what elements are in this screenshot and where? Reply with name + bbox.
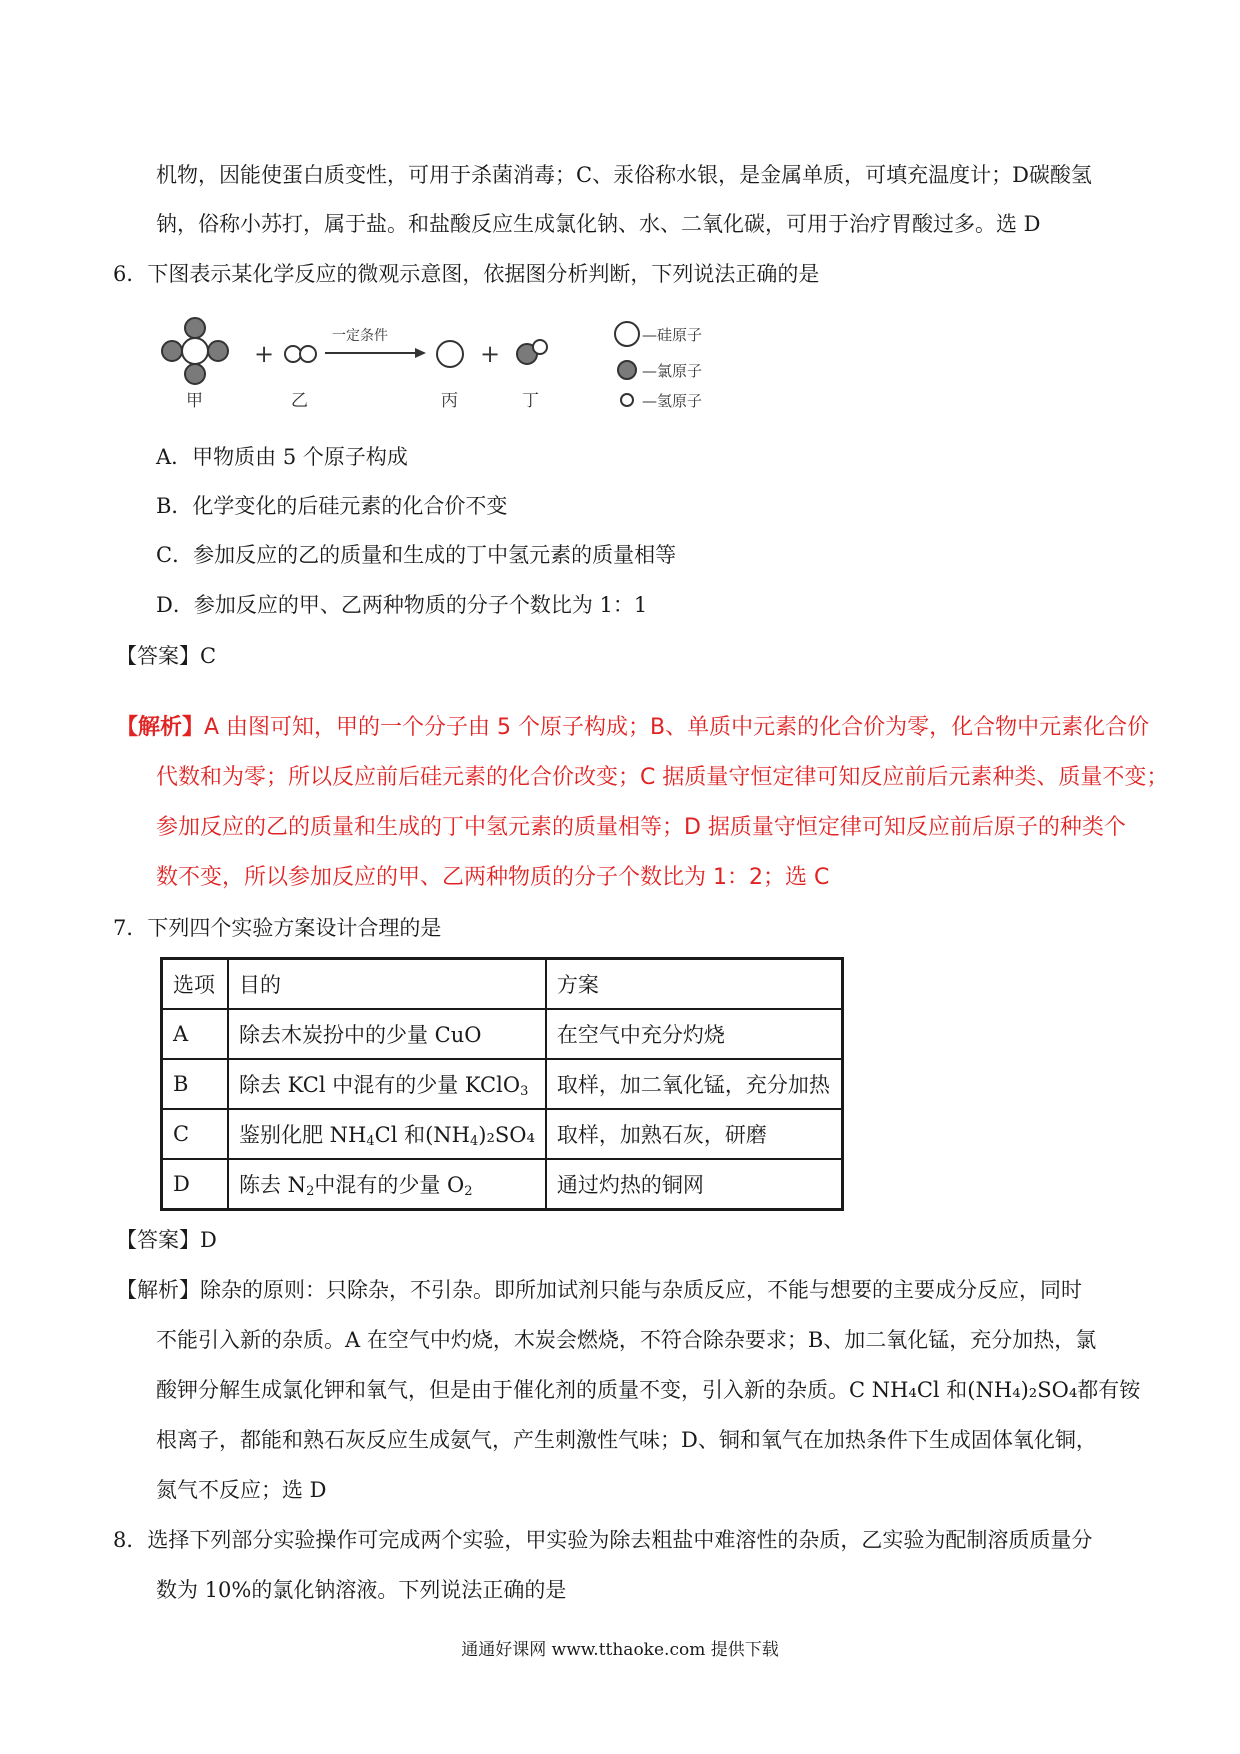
question-8-line-1: 8．选择下列部分实验操作可完成两个实验，甲实验为除去粗盐中难溶性的杂质，乙实验为配制溶质质量分 — [113, 1528, 1093, 1552]
hydrogen-atom-1 — [285, 346, 301, 362]
goal-text-2: 中混有的少量 O — [314, 1173, 465, 1197]
row-option: C — [162, 1109, 229, 1159]
hydrogen-atom-product — [533, 340, 547, 354]
q7-analysis-line-2: 不能引入新的杂质。A 在空气中灼烧，木炭会燃烧，不符合除杂要求；B、加二氧化锰，充分加热，氯 — [156, 1328, 1097, 1352]
molecule-ding — [517, 340, 547, 364]
legend-chlorine-label: —氯原子 — [642, 362, 703, 380]
goal-subscript: 2 — [306, 1184, 315, 1199]
row-plan: 取样，加二氧化锰，充分加热 — [546, 1059, 843, 1109]
row-goal — [228, 1009, 546, 1059]
table-header-row — [162, 959, 843, 1010]
chlorine-atom-right — [208, 341, 228, 361]
header-goal: 目的 — [228, 959, 546, 1010]
goal-subscript-2: 4 — [470, 1134, 479, 1149]
row-plan: 取样，加熟石灰，研磨 — [546, 1109, 843, 1159]
q7-options-table — [160, 957, 844, 1211]
q7-analysis-line-5: 氮气不反应；选 D — [156, 1478, 327, 1502]
label-bing: 丙 — [441, 391, 458, 411]
table-row — [162, 1159, 843, 1210]
q7-analysis-line-1: 【解析】除杂的原则：只除杂，不引杂。即所加试剂只能与杂质反应，不能与想要的主要成分反应，同时 — [116, 1278, 1082, 1302]
row-goal — [228, 1109, 546, 1159]
q6-analysis-line-4: 数不变，所以参加反应的甲、乙两种物质的分子个数比为 1：2；选 C — [156, 865, 830, 890]
legend-silicon-label: —硅原子 — [642, 326, 703, 344]
chlorine-atom-bottom — [185, 364, 205, 384]
molecule-bing — [437, 341, 463, 367]
header-option: 选项 — [162, 959, 229, 1010]
legend-silicon-icon — [615, 322, 639, 346]
goal-subscript-2: 2 — [464, 1184, 473, 1199]
q6-answer: 【答案】C — [116, 644, 217, 668]
row-plan: 在空气中充分灼烧 — [546, 1009, 843, 1059]
question-6-stem: 6．下图表示某化学反应的微观示意图，依据图分析判断，下列说法正确的是 — [113, 262, 820, 286]
plus-sign-2: + — [480, 340, 501, 368]
legend-chlorine-icon — [618, 361, 636, 379]
label-ding: 丁 — [522, 391, 539, 411]
goal-text-2: Cl 和(NH — [374, 1123, 470, 1147]
chlorine-atom-left — [162, 341, 182, 361]
page-footer: 通通好课网 www.tthaoke.com 提供下载 — [461, 1640, 779, 1660]
table-row — [162, 1109, 843, 1159]
row-option: B — [162, 1059, 229, 1109]
table-row — [162, 1059, 843, 1109]
label-jia: 甲 — [186, 391, 203, 411]
reaction-diagram — [150, 310, 730, 415]
goal-subscript: 4 — [366, 1134, 375, 1149]
q7-analysis-line-4: 根离子，都能和熟石灰反应生成氨气，产生刺激性气味；D、铜和氧气在加热条件下生成固体氧化铜， — [156, 1428, 1097, 1452]
row-option: D — [162, 1159, 229, 1210]
table-row — [162, 1009, 843, 1059]
row-option: A — [162, 1009, 229, 1059]
prev-analysis-line-1: 机物，因能使蛋白质变性，可用于杀菌消毒；C、汞俗称水银，是金属单质，可填充温度计；D碳酸氢 — [156, 163, 1092, 187]
silicon-atom-product — [437, 341, 463, 367]
q6-option-d: D．参加反应的甲、乙两种物质的分子个数比为 1：1 — [156, 593, 648, 617]
q6-analysis-text-1: A 由图可知，甲的一个分子由 5 个原子构成；B、单质中元素的化合价为零，化合物中元素化合价 — [204, 715, 1150, 740]
question-7-stem: 7．下列四个实验方案设计合理的是 — [113, 916, 442, 940]
plus-sign-1: + — [254, 340, 275, 368]
molecule-yi — [285, 346, 316, 362]
q6-analysis-line-3: 参加反应的乙的质量和生成的丁中氢元素的质量相等；D 据质量守恒定律可知反应前后原子的种类个 — [156, 815, 1126, 840]
goal-text: 陈去 N — [239, 1173, 307, 1197]
goal-text: 鉴别化肥 NH — [239, 1123, 367, 1147]
goal-text: 除去 KCl 中混有的少量 KClO — [239, 1073, 521, 1097]
q7-answer: 【答案】D — [116, 1228, 217, 1252]
row-goal — [228, 1159, 546, 1210]
reaction-condition: 一定条件 — [332, 328, 388, 344]
q7-analysis-line-3: 酸钾分解生成氯化钾和氧气，但是由于催化剂的质量不变，引入新的杂质。C NH₄Cl 和(NH₄)₂SO₄都有铵 — [156, 1378, 1141, 1402]
molecule-jia — [162, 318, 228, 384]
hydrogen-atom-2 — [300, 346, 316, 362]
question-8-line-2: 数为 10%的氯化钠溶液。下列说法正确的是 — [156, 1578, 567, 1602]
goal-text: 除去木炭扮中的少量 CuO — [239, 1023, 482, 1047]
reaction-arrow-head — [415, 348, 426, 358]
prev-analysis-line-2: 钠，俗称小苏打，属于盐。和盐酸反应生成氯化钠、水、二氧化碳，可用于治疗胃酸过多。选 D — [156, 212, 1041, 236]
goal-subscript: 3 — [520, 1084, 529, 1099]
q6-analysis-line-2: 代数和为零；所以反应前后硅元素的化合价改变；C 据质量守恒定律可知反应前后元素种类、质量不变； — [156, 765, 1169, 790]
q6-option-c: C．参加反应的乙的质量和生成的丁中氢元素的质量相等 — [156, 543, 677, 567]
goal-text-3: )₂SO₄ — [478, 1123, 535, 1147]
legend-hydrogen-icon — [621, 394, 633, 406]
q6-analysis-lead: 【解析】 — [116, 715, 205, 740]
legend — [615, 322, 702, 410]
header-plan: 方案 — [546, 959, 843, 1010]
q6-option-a: A．甲物质由 5 个原子构成 — [156, 445, 408, 469]
q6-analysis-line-1 — [116, 713, 1149, 743]
chlorine-atom-top — [185, 318, 205, 338]
row-plan: 通过灼热的铜网 — [546, 1159, 843, 1210]
legend-hydrogen-label: —氢原子 — [642, 392, 703, 410]
silicon-atom — [182, 338, 208, 364]
row-goal — [228, 1059, 546, 1109]
label-yi: 乙 — [291, 391, 308, 411]
q6-option-b: B．化学变化的后硅元素的化合价不变 — [156, 494, 508, 518]
